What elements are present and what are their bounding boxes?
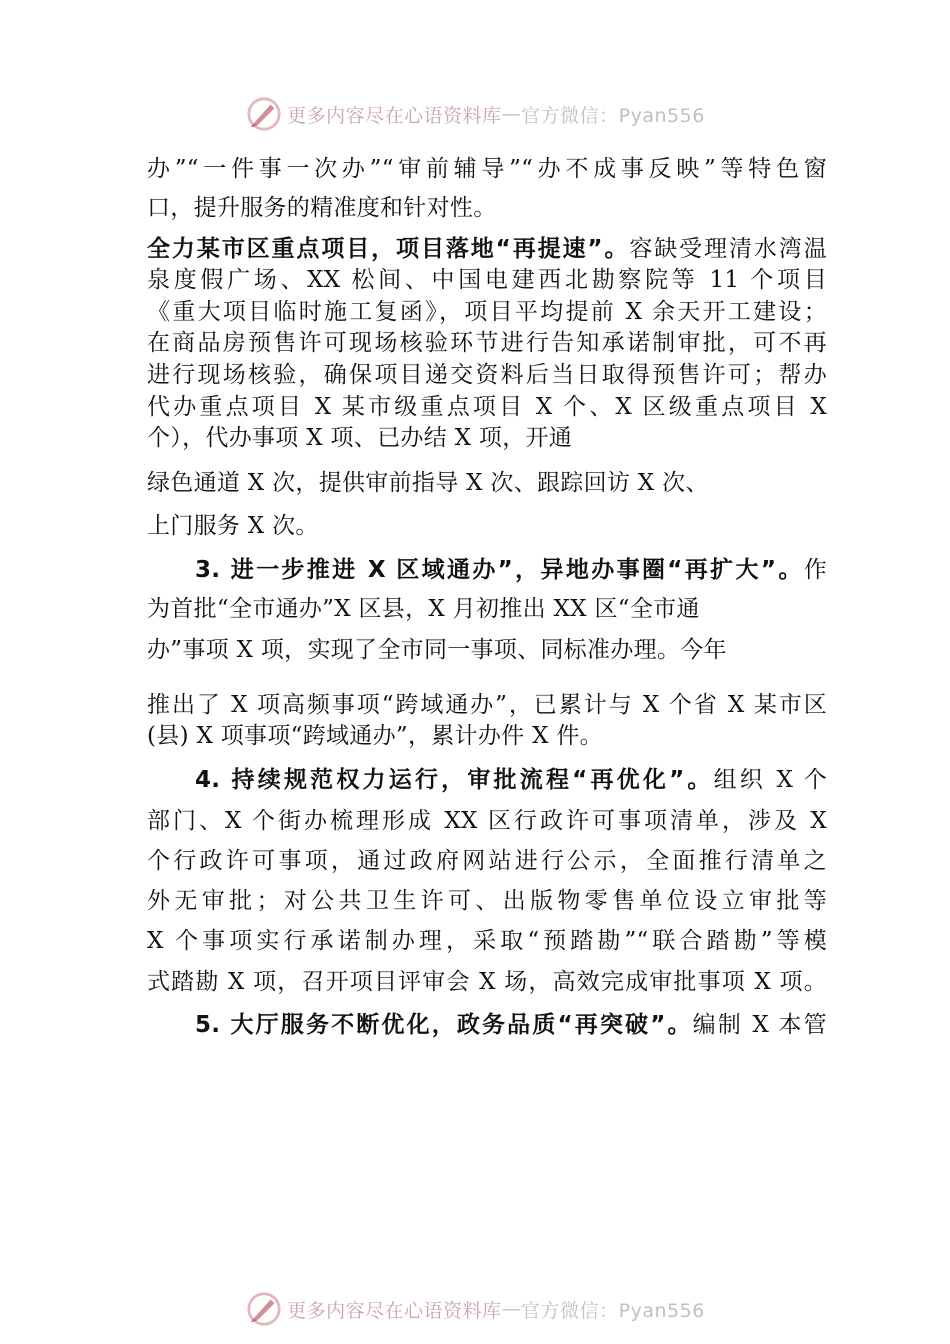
body-line: 进行现场核验，确保项目递交资料后当日取得预售许可；帮办 — [147, 362, 827, 388]
body-line: 办”事项 X 项，实现了全市同一事项、同标准办理。今年 — [147, 637, 727, 663]
body-line: 个行政许可事项，通过政府网站进行公示，全面推行清单之 — [147, 848, 827, 874]
body-line: 口，提升服务的精准度和针对性。 — [147, 195, 497, 221]
body-line: (县) X 项事项“跨域通办”，累计办件 X 件。 — [147, 723, 603, 749]
body-line: 在商品房预售许可现场核验环节进行告知承诺制审批，可不再 — [147, 330, 827, 356]
body-line: 《重大项目临时施工复函》，项目平均提前 X 余天开工建设； — [147, 299, 827, 325]
watermark-contact: 官方微信：Pyan556 — [521, 104, 705, 127]
watermark-contact: 官方微信：Pyan556 — [521, 1299, 705, 1322]
section-text: 编制 X 本管 — [692, 1012, 827, 1038]
body-line: 泉度假广场、XX 松间、中国电建西北勘察院等 11 个项目 — [147, 267, 827, 293]
section-heading: 5. 大厅服务不断优化，政务品质“再突破”。 — [195, 1012, 693, 1038]
header-watermark — [0, 94, 950, 134]
section-text: 作 — [803, 557, 827, 583]
section-text: 组织 X 个 — [713, 767, 827, 793]
body-line: 式踏勘 X 项，召开项目评审会 X 场，高效完成审批事项 X 项。 — [147, 969, 827, 995]
watermark-text: 更多内容尽在心语资料库 — [287, 104, 502, 127]
section-line — [147, 234, 827, 264]
section-line — [195, 1010, 827, 1040]
pen-logo-icon — [245, 1290, 283, 1328]
body-line: 部门、X 个街办梳理形成 XX 区行政许可事项清单，涉及 X — [147, 808, 827, 834]
body-line: 个），代办事项 X 项、已办结 X 项，开通 — [147, 425, 573, 451]
section-line — [195, 765, 827, 795]
watermark-text: 更多内容尽在心语资料库 — [287, 1299, 502, 1322]
section-text: 容缺受理清水湾温 — [629, 236, 828, 262]
body-line: 推出了 X 项高频事项“跨域通办”，已累计与 X 个省 X 某市区 — [147, 692, 827, 718]
watermark-dash: — — [501, 103, 522, 125]
section-heading: 3. 进一步推进 X 区域通办”，异地办事圈“再扩大”。 — [195, 557, 804, 583]
section-heading: 4. 持续规范权力运行，审批流程“再优化”。 — [195, 767, 714, 793]
body-line: 外无审批；对公共卫生许可、出版物零售单位设立审批等 — [147, 888, 827, 914]
pen-logo-icon — [245, 95, 283, 133]
body-line: X 个事项实行承诺制办理，采取“预踏勘”“联合踏勘”等模 — [147, 928, 827, 954]
watermark-dash: — — [501, 1298, 522, 1320]
body-line: 代办重点项目 X 某市级重点项目 X 个、X 区级重点项目 X — [147, 394, 827, 420]
body-line: 绿色通道 X 次，提供审前指导 X 次、跟踪回访 X 次、 — [147, 470, 709, 496]
body-line: 上门服务 X 次。 — [147, 513, 319, 539]
section-heading: 全力某市区重点项目，项目落地“再提速”。 — [147, 236, 630, 262]
section-line — [195, 555, 827, 585]
body-line: 办”“一件事一次办”“审前辅导”“办不成事反映”等特色窗 — [147, 156, 827, 182]
footer-watermark — [0, 1289, 950, 1329]
body-line: 为首批“全市通办”X 区县，X 月初推出 XX 区“全市通 — [147, 596, 700, 622]
